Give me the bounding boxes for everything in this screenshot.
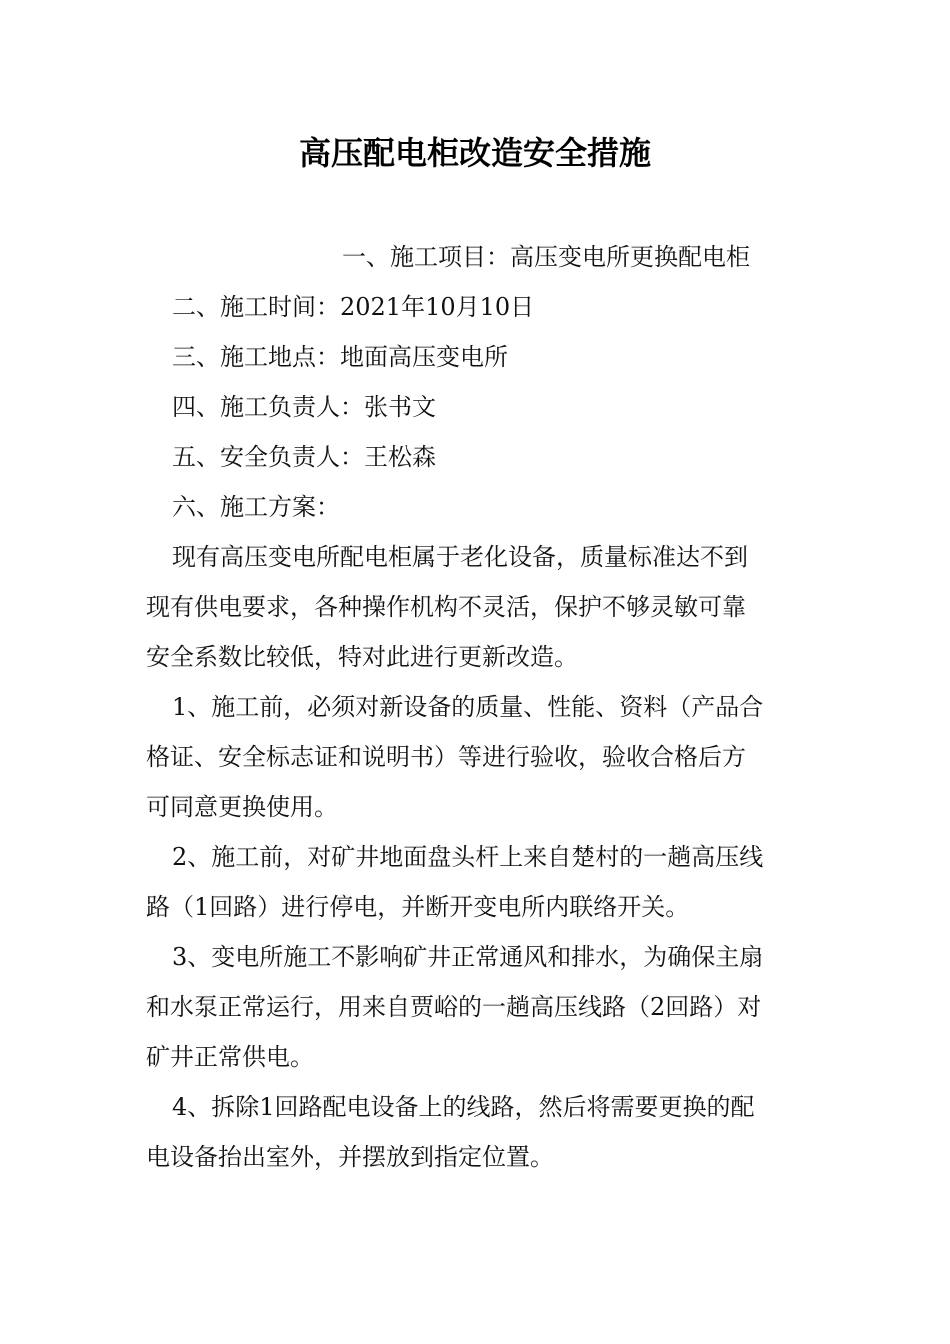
intro-line: 现有高压变电所配电柜属于老化设备，质量标准达不到 <box>172 543 748 571</box>
step2-line: 路（1回路）进行停电，并断开变电所内联络开关。 <box>146 893 690 921</box>
step1-line: 格证、安全标志证和说明书）等进行验收，验收合格后方 <box>146 743 746 771</box>
intro-line: 现有供电要求，各种操作机构不灵活，保护不够灵敏可靠 <box>146 593 746 621</box>
item-construction-lead: 四、施工负责人：张书文 <box>172 393 436 421</box>
item-time: 二、施工时间：2021年10月10日 <box>172 293 535 321</box>
item-location: 三、施工地点：地面高压变电所 <box>172 343 508 371</box>
step4-line: 电设备抬出室外，并摆放到指定位置。 <box>146 1143 554 1171</box>
step2-line: 2、施工前，对矿井地面盘头杆上来自楚村的一趟高压线 <box>172 843 764 871</box>
step4-line: 4、拆除1回路配电设备上的线路，然后将需要更换的配 <box>172 1093 755 1121</box>
step3-line: 和水泵正常运行，用来自贾峪的一趟高压线路（2回路）对 <box>146 993 762 1021</box>
step3-line: 3、变电所施工不影响矿井正常通风和排水，为确保主扇 <box>172 943 764 971</box>
item-project: 一、施工项目：高压变电所更换配电柜 <box>342 243 750 271</box>
item-plan-heading: 六、施工方案： <box>172 493 340 521</box>
intro-line: 安全系数比较低，特对此进行更新改造。 <box>146 643 578 671</box>
step1-line: 可同意更换使用。 <box>146 793 338 821</box>
document-title: 高压配电柜改造安全措施 <box>298 134 651 172</box>
step3-line: 矿井正常供电。 <box>146 1043 314 1071</box>
step1-line: 1、施工前，必须对新设备的质量、性能、资料（产品合 <box>172 693 764 721</box>
item-safety-lead: 五、安全负责人：王松森 <box>172 443 436 471</box>
